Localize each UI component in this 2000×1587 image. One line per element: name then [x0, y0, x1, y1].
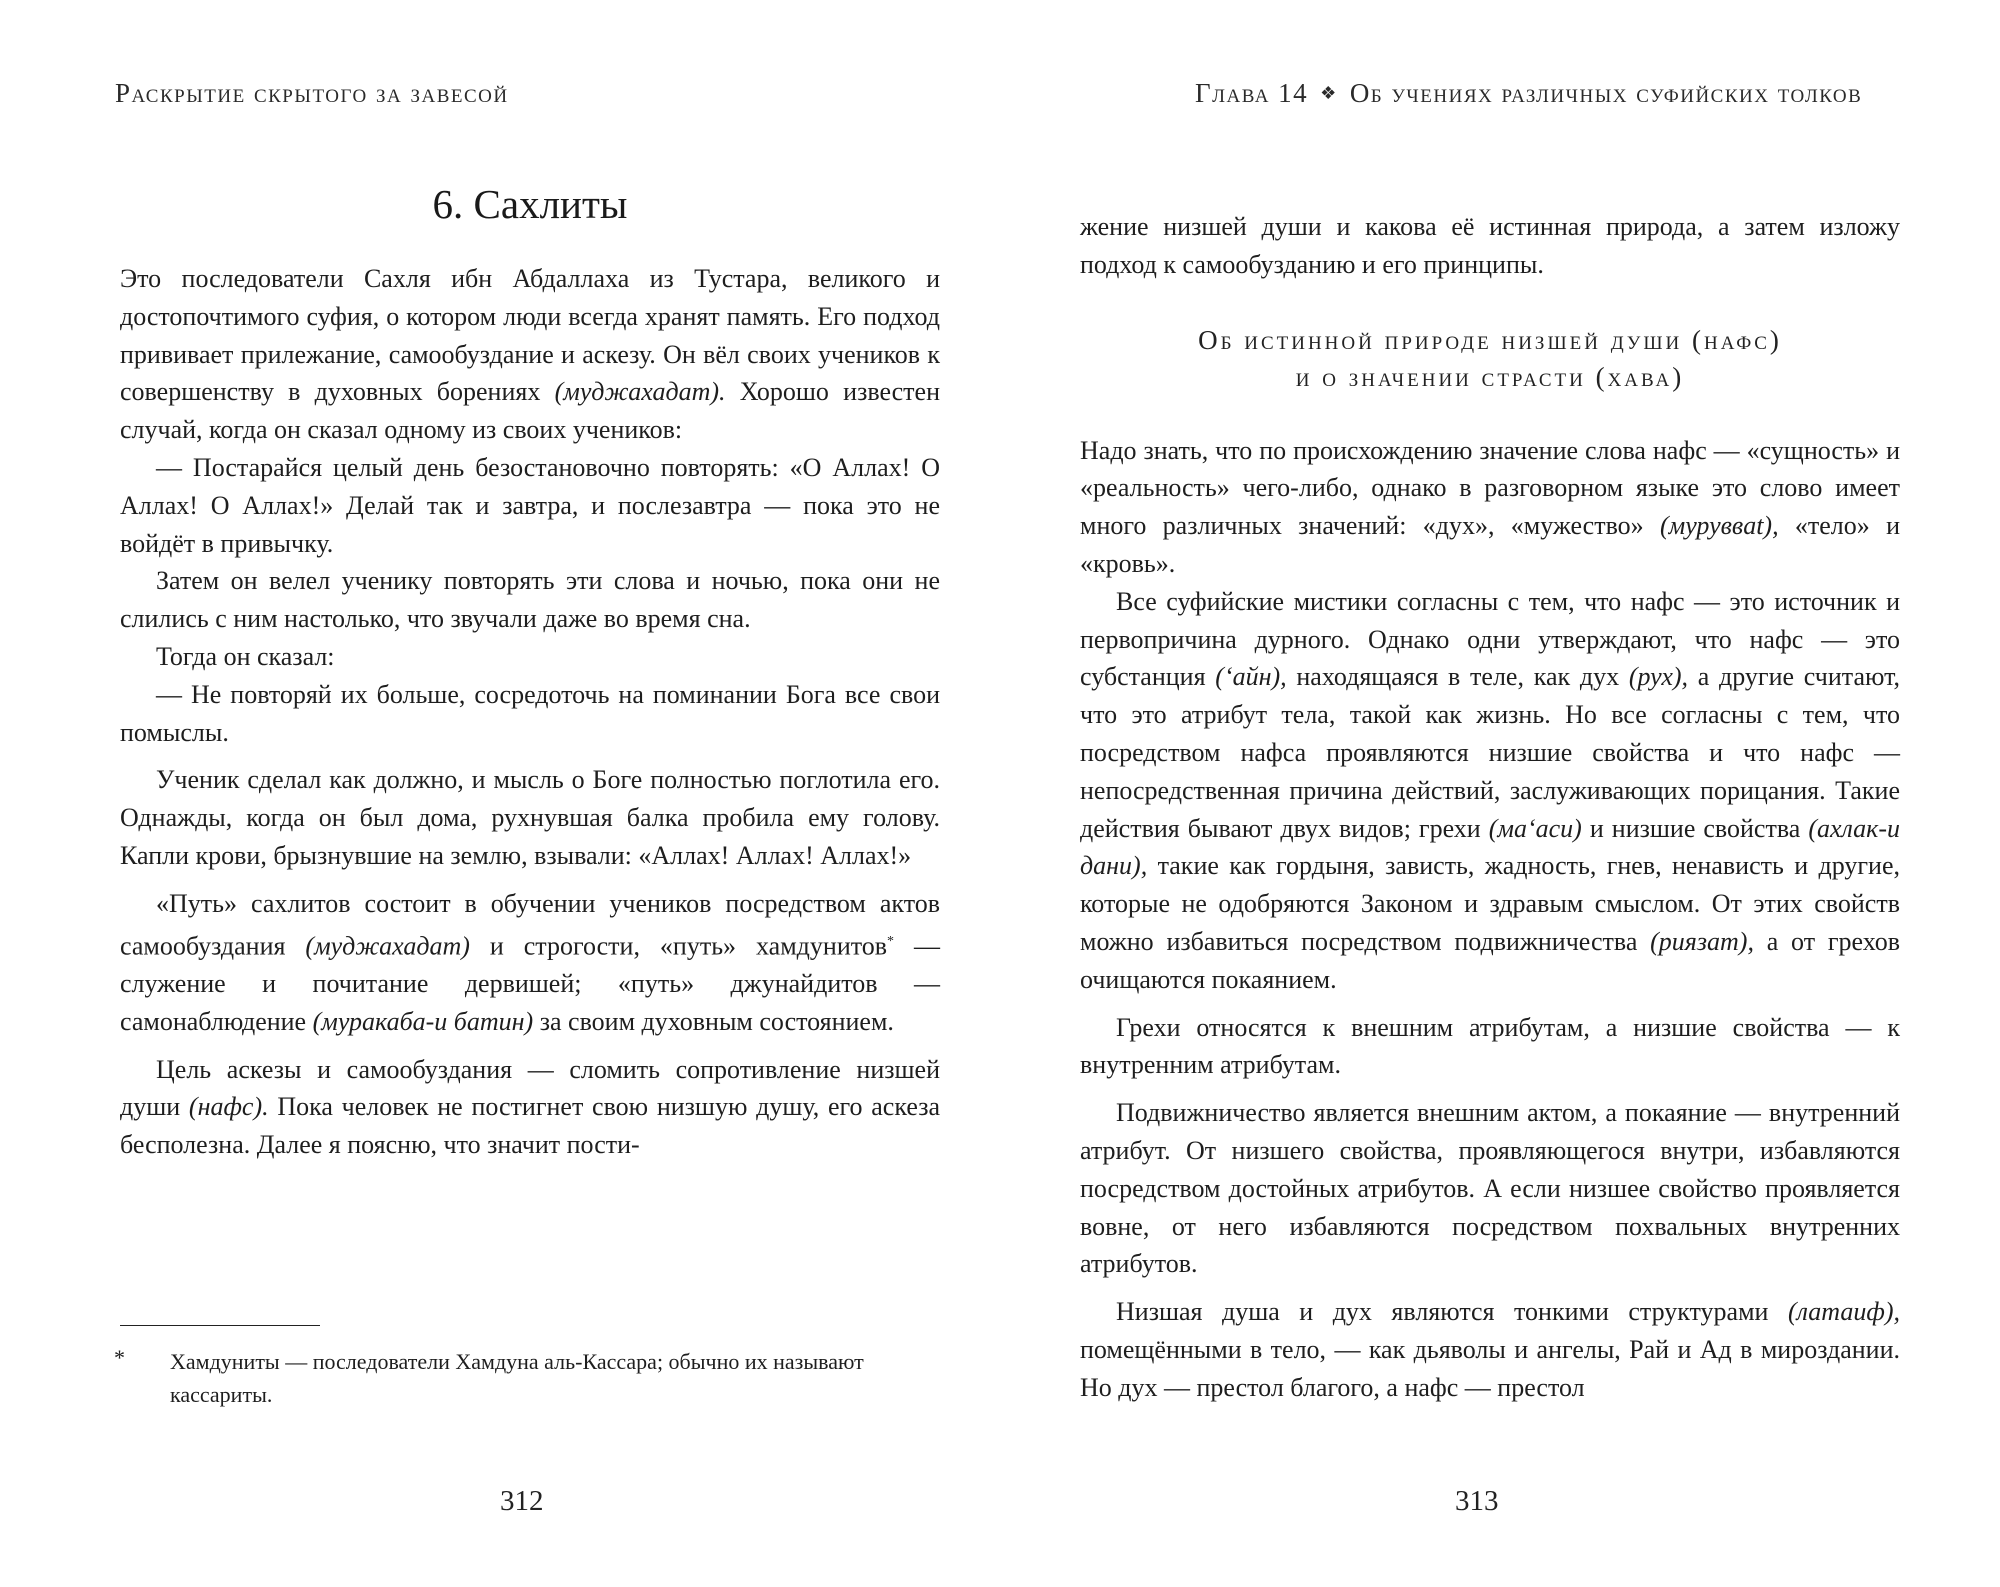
paragraph: — Не повторяй их больше, сосредоточь на поминании Бога все свои помыслы. — [120, 679, 940, 747]
paragraph: «Путь» сахлитов состоит в обучении учеников посредством актов самообуздания (муджахадат) и строгости, «путь» хамдунитов* — служение и почитание дервишей; «путь» джунайдитов — самонаблюдение (муракаба-и батин) за своим духовным состоянием. — [120, 888, 940, 1036]
chapter-title: Об учениях различных суфийских толков — [1349, 78, 1863, 108]
right-page — [1000, 0, 2000, 1587]
footnote-text: Хамдуниты — последователи Хамдуна аль-Кассара; обычно их называют кассариты. — [170, 1349, 864, 1407]
paragraph: Низшая душа и дух являются тонкими структурами (латаиф), помещёнными в тело, — как дьяволы и ангелы, Рай и Ад в мироздании. Но дух — престол благого, а нафс — престол — [1080, 1297, 1900, 1402]
footnote-divider — [120, 1325, 320, 1326]
paragraph: Все суфийские мистики согласны с тем, что нафс — это источник и первопричина дурного. Однако одни утверждают, что нафс — это субстанция (ʻайн), находящаяся в теле, как дух (рух), а другие считают, что это атрибут тела, такой как жизнь. Но все согласны с тем, что посредством нафса проявляются низшие свойства и что нафс — непосредственная причина действий, заслуживающих порицания. Такие действия бывают двух видов; грехи (маʻаси) и низшие свойства (ахлак-и дани), такие как гордыня, зависть, жадность, гнев, ненависть и другие, которые не одобряются Законом и здравым смыслом. От этих свойств можно избавиться посредством подвижничества (риязат), а от грехов очищаются покаянием. — [1080, 586, 1900, 994]
subheading — [1080, 322, 1900, 396]
running-head-right — [1195, 78, 1862, 109]
left-body-text — [120, 260, 940, 1164]
chapter-label: Глава 14 — [1195, 78, 1309, 108]
subheading-line-1: Об истинной природе низшей души (нафс) — [1198, 324, 1782, 355]
paragraph: — Постарайся целый день безостановочно повторять: «О Аллах! О Аллах! О Аллах!» Делай так и завтра, и послезавтра — пока это не войдёт в привычку. — [120, 452, 940, 558]
footnote-reference[interactable]: * — [887, 933, 895, 949]
paragraph: Цель аскезы и самообуздания — сломить сопротивление низшей души (нафс). Пока человек не постигнет свою низшую душу, его аскеза бесполезна. Далее я поясню, что значит пости- — [120, 1054, 941, 1160]
page-number-right: 313 — [1455, 1485, 1499, 1517]
diamond-ornament-icon: ❖ — [1320, 83, 1338, 103]
paragraph: Ученик сделал как должно, и мысль о Боге полностью поглотила его. Однажды, когда он был дома, рухнувшая балка пробила ему голову. Капли крови, брызнувшие на землю, взывали: «Аллах! Аллах! Аллах!» — [120, 765, 940, 870]
page-number-left: 312 — [500, 1485, 544, 1517]
right-body-text — [1080, 208, 1900, 1407]
paragraph: Тогда он сказал: — [156, 641, 335, 671]
footnote — [114, 1345, 940, 1411]
section-title: 6. Сахлиты — [432, 181, 628, 227]
paragraph: Подвижничество является внешним актом, а покаяние — внутренний атрибут. От низшего свойства, проявляющегося внутри, избавляются посредством достойных атрибутов. А если низшее свойство проявляется вовне, от него избавляются посредством похвальных внутренних атрибутов. — [1080, 1098, 1900, 1279]
paragraph: Надо знать, что по происхождению значение слова нафс — «сущность» и «реальность» чего-либо, однако в разговорном языке это слово имеет много различных значений: «дух», «мужество» (муруввat), «тело» и «кровь». — [1080, 435, 1900, 578]
paragraph: Это последователи Сахля ибн Абдаллаха из Тустара, великого и достопочтимого суфия, о котором люди всегда хранят память. Его подход прививает прилежание, самообуздание и аскезу. Он вёл своих учеников к совершенству в духовных борениях (муджахадат). Хорошо известен случай, когда он сказал одному из своих учеников: — [120, 264, 941, 445]
running-head-left: Раскрытие скрытого за завесой — [115, 78, 509, 108]
footnote-mark: * — [114, 1345, 125, 1370]
paragraph: Грехи относятся к внешним атрибутам, а низшие свойства — к внутренним атрибутам. — [1080, 1012, 1900, 1080]
paragraph: Затем он велел ученику повторять эти слова и ночью, пока они не слились с ним настолько, что звучали даже во время сна. — [120, 566, 940, 634]
paragraph: жение низшей души и какова её истинная природа, а затем изложу подход к самообузданию и его принципы. — [1080, 212, 1900, 279]
subheading-line-2: и о значении страсти (хава) — [1295, 361, 1685, 392]
